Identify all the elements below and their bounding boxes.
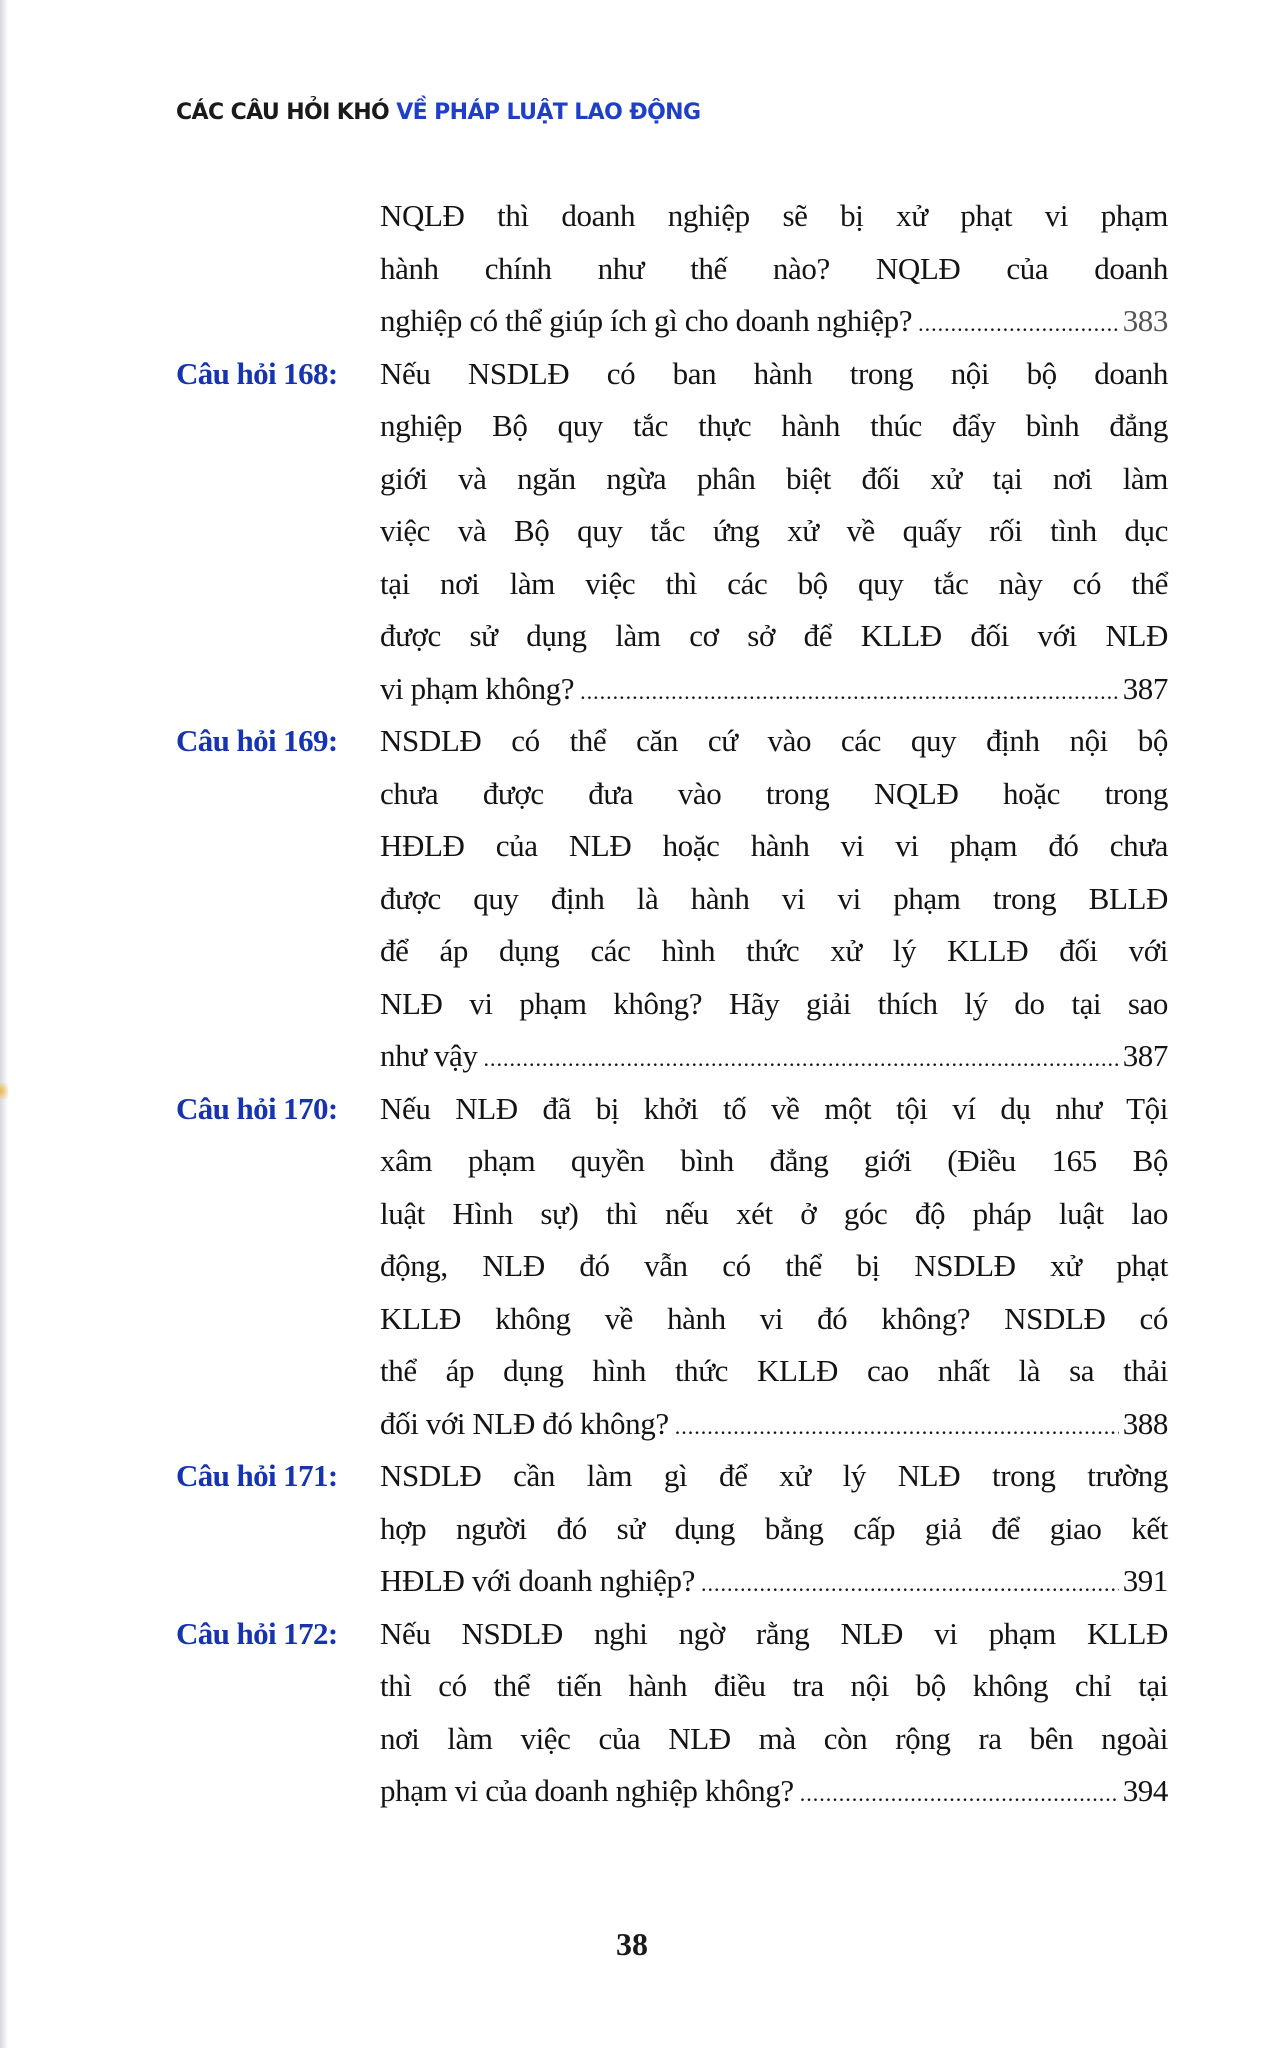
question-label: Câu hỏi 169: [176,723,338,758]
toc-line: như vậy [380,1038,478,1073]
toc-line: Nếu NLĐ đã bị khởi tố về một tội ví dụ như Tội [380,1090,1168,1126]
toc-entry-168[interactable] [176,348,1168,716]
toc-line: NSDLĐ cần làm gì để xử lý NLĐ trong trường [380,1458,1168,1493]
toc-line: NLĐ vi phạm không? Hãy giải thích lý do tại sao [380,985,1168,1021]
question-label: Câu hỏi 171: [176,1458,338,1493]
toc-entry-continuation [176,190,1168,348]
toc-line: được sử dụng làm cơ sở để KLLĐ đối với NLĐ [380,618,1168,653]
toc-entry-172[interactable] [176,1608,1168,1818]
dot-leader [484,1033,1119,1086]
toc-line: HĐLĐ của NLĐ hoặc hành vi vi phạm đó chưa [380,828,1168,863]
toc-last-line [380,1765,1168,1818]
page-edge-mark [0,1083,8,1099]
toc-last-line [380,1030,1168,1083]
toc-line: luật Hình sự) thì nếu xét ở góc độ pháp luật lao [380,1195,1168,1231]
toc-entry-170[interactable] [176,1083,1168,1451]
toc-line: nghiệp có thể giúp ích gì cho doanh nghiệp? [380,303,913,338]
toc-line: HĐLĐ với doanh nghiệp? [380,1563,695,1598]
toc-line: thì có thể tiến hành điều tra nội bộ không chỉ tại [380,1668,1168,1703]
running-header-part2: VỀ PHÁP LUẬT LAO ĐỘNG [396,100,701,125]
page-ref[interactable]: 387 [1122,670,1168,706]
page-ref[interactable]: 394 [1122,1773,1168,1808]
table-of-contents [176,190,1168,1818]
question-label: Câu hỏi 172: [176,1615,338,1651]
toc-line: để áp dụng các hình thức xử lý KLLĐ đối với [380,933,1168,968]
toc-entry-body [380,715,1168,1083]
toc-line: việc và Bộ quy tắc ứng xử về quấy rối tình dục [380,513,1168,548]
toc-line: thể áp dụng hình thức KLLĐ cao nhất là sa thải [380,1353,1168,1388]
dot-leader [701,1558,1119,1611]
toc-line: NQLĐ thì doanh nghiệp sẽ bị xử phạt vi phạm [380,198,1168,233]
toc-entry-body [380,1450,1168,1608]
toc-entry-body [380,348,1168,716]
toc-last-line [380,295,1168,348]
toc-entry-body [380,1608,1168,1818]
toc-entry-body [380,190,1168,348]
page-ref[interactable]: 383 [1122,303,1168,338]
toc-line: NSDLĐ có thể căn cứ vào các quy định nội bộ [380,723,1168,758]
toc-line: được quy định là hành vi vi phạm trong BLLĐ [380,880,1168,916]
running-header [176,100,700,125]
toc-line: giới và ngăn ngừa phân biệt đối xử tại nơi làm [380,460,1168,496]
toc-entry-169[interactable] [176,715,1168,1083]
toc-line: nơi làm việc của NLĐ mà còn rộng ra bên ngoài [380,1720,1168,1756]
toc-last-line [380,1398,1168,1451]
page-ref[interactable]: 391 [1122,1563,1168,1598]
toc-line: tại nơi làm việc thì các bộ quy tắc này có thể [380,565,1168,601]
dot-leader [675,1401,1119,1454]
toc-entry-body [380,1083,1168,1451]
toc-line: đối với NLĐ đó không? [380,1405,669,1441]
question-label: Câu hỏi 170: [176,1090,338,1126]
toc-line: Nếu NSDLĐ nghi ngờ rằng NLĐ vi phạm KLLĐ [380,1615,1168,1651]
toc-line: hợp người đó sử dụng bằng cấp giả để giao kết [380,1510,1168,1546]
dot-leader [800,1768,1119,1821]
toc-line: nghiệp Bộ quy tắc thực hành thúc đẩy bình đẳng [380,408,1168,443]
toc-line: phạm vi của doanh nghiệp không? [380,1773,794,1808]
toc-line: KLLĐ không về hành vi đó không? NSDLĐ có [380,1300,1168,1336]
toc-entry-171[interactable] [176,1450,1168,1608]
toc-line: vi phạm không? [380,670,575,706]
toc-line: xâm phạm quyền bình đẳng giới (Điều 165 Bộ [380,1143,1168,1178]
toc-last-line [380,1555,1168,1608]
question-label: Câu hỏi 168: [176,355,338,391]
page-ref[interactable]: 387 [1122,1038,1168,1073]
page-number: 38 [616,1926,648,1962]
page-edge-shadow [0,0,8,2048]
toc-line: chưa được đưa vào trong NQLĐ hoặc trong [380,775,1168,811]
dot-leader [580,666,1119,719]
toc-line: hành chính như thế nào? NQLĐ của doanh [380,250,1168,286]
dot-leader [918,298,1119,351]
page-ref[interactable]: 388 [1122,1405,1168,1441]
toc-line: động, NLĐ đó vẫn có thể bị NSDLĐ xử phạt [380,1248,1168,1283]
running-header-part1: CÁC CÂU HỎI KHÓ [176,100,397,125]
toc-last-line [380,663,1168,716]
toc-line: Nếu NSDLĐ có ban hành trong nội bộ doanh [380,355,1168,391]
